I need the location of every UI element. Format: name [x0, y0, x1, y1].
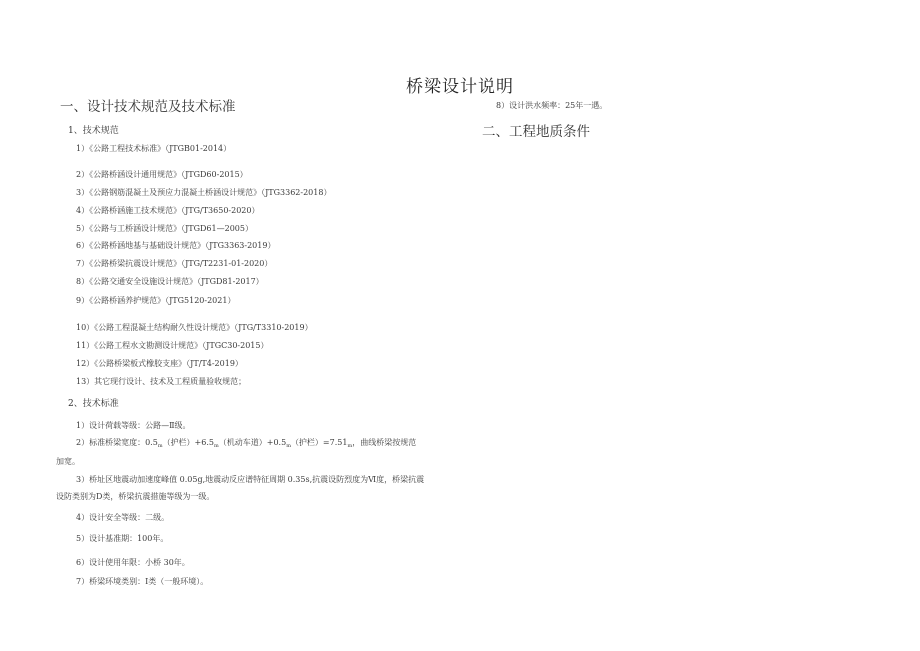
norm-item: 1）《公路工程技术标准》（JTGB01-2014）	[76, 144, 232, 153]
standard-item: 7）桥梁环境类别：Ⅰ类（一般环境）。	[76, 577, 209, 586]
norm-item: 13）其它现行设计、技术及工程质量验收规范；	[76, 377, 247, 386]
norm-item: 4）《公路桥涵施工技术规范》（JTG/T3650-2020）	[76, 206, 260, 215]
standard-item: 4）设计安全等级：二级。	[76, 513, 170, 522]
standard-text: ，曲线桥梁按规范	[352, 438, 417, 447]
subheading-norms: 1、技术规范	[68, 126, 119, 136]
unit-subscript: m	[286, 443, 291, 449]
standard-item: 5）设计基准期：100年。	[76, 534, 169, 543]
standard-item-width	[76, 437, 416, 449]
norm-item: 12）《公路桥梁板式橡胶支座》（JT/T4-2019）	[76, 359, 243, 368]
standard-text: （护栏）=7.51	[290, 438, 348, 447]
subheading-tech-standards: 2、技术标准	[68, 399, 119, 409]
norm-item: 11）《公路工程水文勘测设计规范》（JTGC30-2015）	[76, 341, 269, 350]
norm-item: 8）《公路交通安全设施设计规范》（JTGD81-2017）	[76, 277, 264, 286]
standard-item: 6）设计使用年限：小桥 30年。	[76, 558, 190, 567]
norm-item: 10）《公路工程混凝土结构耐久性设计规范》（JTG/T3310-2019）	[76, 323, 313, 332]
standard-item-seismic: 3）桥址区地震动加速度峰值 0.05g,地震动反应谱特征周期 0.35s,抗震设防烈度为Ⅵ度，桥梁抗震	[76, 475, 425, 484]
section-heading-geology: 二、工程地质条件	[482, 124, 590, 140]
page-title: 桥梁设计说明	[406, 77, 514, 97]
unit-subscript: m	[347, 443, 353, 449]
norm-item: 5）《公路与工桥涵设计规范》（JTGD61—2005）	[76, 224, 253, 233]
section-heading-standards: 一、设计技术规范及技术标准	[60, 99, 236, 115]
norm-item: 3）《公路钢筋混凝土及预应力混凝土桥涵设计规范》（JTG3362-2018）	[76, 188, 332, 197]
unit-subscript: m	[214, 443, 219, 449]
standard-text: 2）标准桥梁宽度：0.5	[76, 438, 158, 447]
unit-subscript: m	[157, 443, 163, 449]
norm-item: 2）《公路桥涵设计通用规范》（JTGD60-2015）	[76, 170, 248, 179]
norm-item: 9）《公路桥涵养护规范》（JTG5120-2021）	[76, 296, 236, 305]
norm-item: 7）《公路桥梁抗震设计规范》（JTG/T2231-01-2020）	[76, 259, 273, 268]
standard-item-cont: 设防类别为D类，桥梁抗震措施等级为一级。	[56, 492, 215, 501]
norm-item: 6）《公路桥涵地基与基础设计规范》（JTG3363-2019）	[76, 241, 276, 250]
standard-item: 1）设计荷载等级：公路—Ⅱ级。	[76, 421, 191, 430]
standard-item-cont: 加宽。	[56, 457, 80, 466]
standard-text: （护栏）+6.5	[162, 438, 214, 447]
standard-item-flood: 8）设计洪水频率：25年一遇。	[496, 101, 608, 110]
standard-text: （机动车道）+0.5	[218, 438, 287, 447]
